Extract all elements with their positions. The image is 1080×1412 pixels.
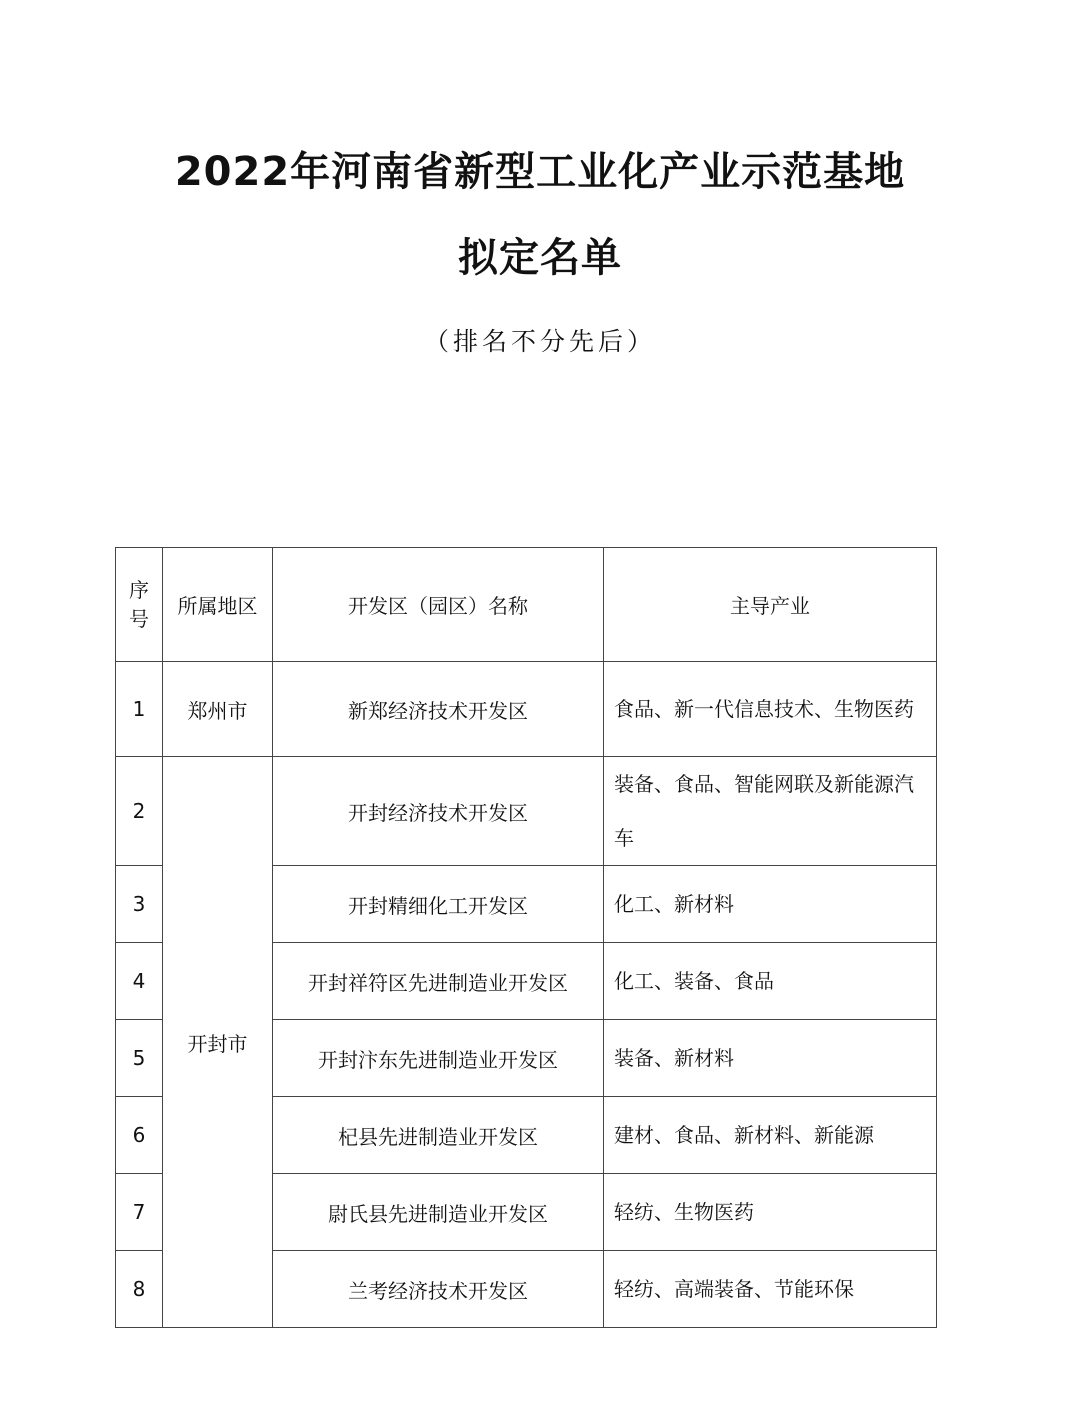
header-no-label: 序号 bbox=[129, 577, 149, 631]
cell-zone: 开封精细化工开发区 bbox=[273, 866, 604, 943]
cell-industry: 食品、新一代信息技术、生物医药 bbox=[604, 662, 937, 757]
cell-zone: 尉氏县先进制造业开发区 bbox=[273, 1174, 604, 1251]
cell-industry: 轻纺、高端装备、节能环保 bbox=[604, 1251, 937, 1328]
cell-region: 开封市 bbox=[163, 757, 273, 1328]
cell-zone: 开封经济技术开发区 bbox=[273, 757, 604, 866]
cell-zone: 开封祥符区先进制造业开发区 bbox=[273, 943, 604, 1020]
cell-no: 8 bbox=[116, 1251, 163, 1328]
cell-no: 6 bbox=[116, 1097, 163, 1174]
header-zone: 开发区（园区）名称 bbox=[273, 548, 604, 662]
cell-no: 5 bbox=[116, 1020, 163, 1097]
cell-no: 3 bbox=[116, 866, 163, 943]
cell-zone: 新郑经济技术开发区 bbox=[273, 662, 604, 757]
cell-no: 7 bbox=[116, 1174, 163, 1251]
cell-industry: 建材、食品、新材料、新能源 bbox=[604, 1097, 937, 1174]
cell-industry: 装备、新材料 bbox=[604, 1020, 937, 1097]
header-region: 所属地区 bbox=[163, 548, 273, 662]
cell-zone: 兰考经济技术开发区 bbox=[273, 1251, 604, 1328]
cell-no: 1 bbox=[116, 662, 163, 757]
cell-no: 2 bbox=[116, 757, 163, 866]
cell-zone: 开封汴东先进制造业开发区 bbox=[273, 1020, 604, 1097]
table-row bbox=[116, 662, 937, 757]
table-row bbox=[116, 757, 937, 866]
header-industry: 主导产业 bbox=[604, 548, 937, 662]
header-no bbox=[116, 548, 163, 662]
cell-no: 4 bbox=[116, 943, 163, 1020]
cell-industry: 化工、装备、食品 bbox=[604, 943, 937, 1020]
cell-industry: 轻纺、生物医药 bbox=[604, 1174, 937, 1251]
cell-industry: 化工、新材料 bbox=[604, 866, 937, 943]
table-header-row bbox=[116, 548, 937, 662]
cell-zone: 杞县先进制造业开发区 bbox=[273, 1097, 604, 1174]
cell-region: 郑州市 bbox=[163, 662, 273, 757]
roster-table bbox=[115, 547, 937, 1328]
cell-industry: 装备、食品、智能网联及新能源汽车 bbox=[604, 757, 937, 866]
document-subtitle: （排名不分先后） bbox=[423, 327, 656, 356]
document-title-line2: 拟定名单 bbox=[458, 235, 622, 281]
document-title-line1: 2022年河南省新型工业化产业示范基地 bbox=[174, 149, 906, 195]
